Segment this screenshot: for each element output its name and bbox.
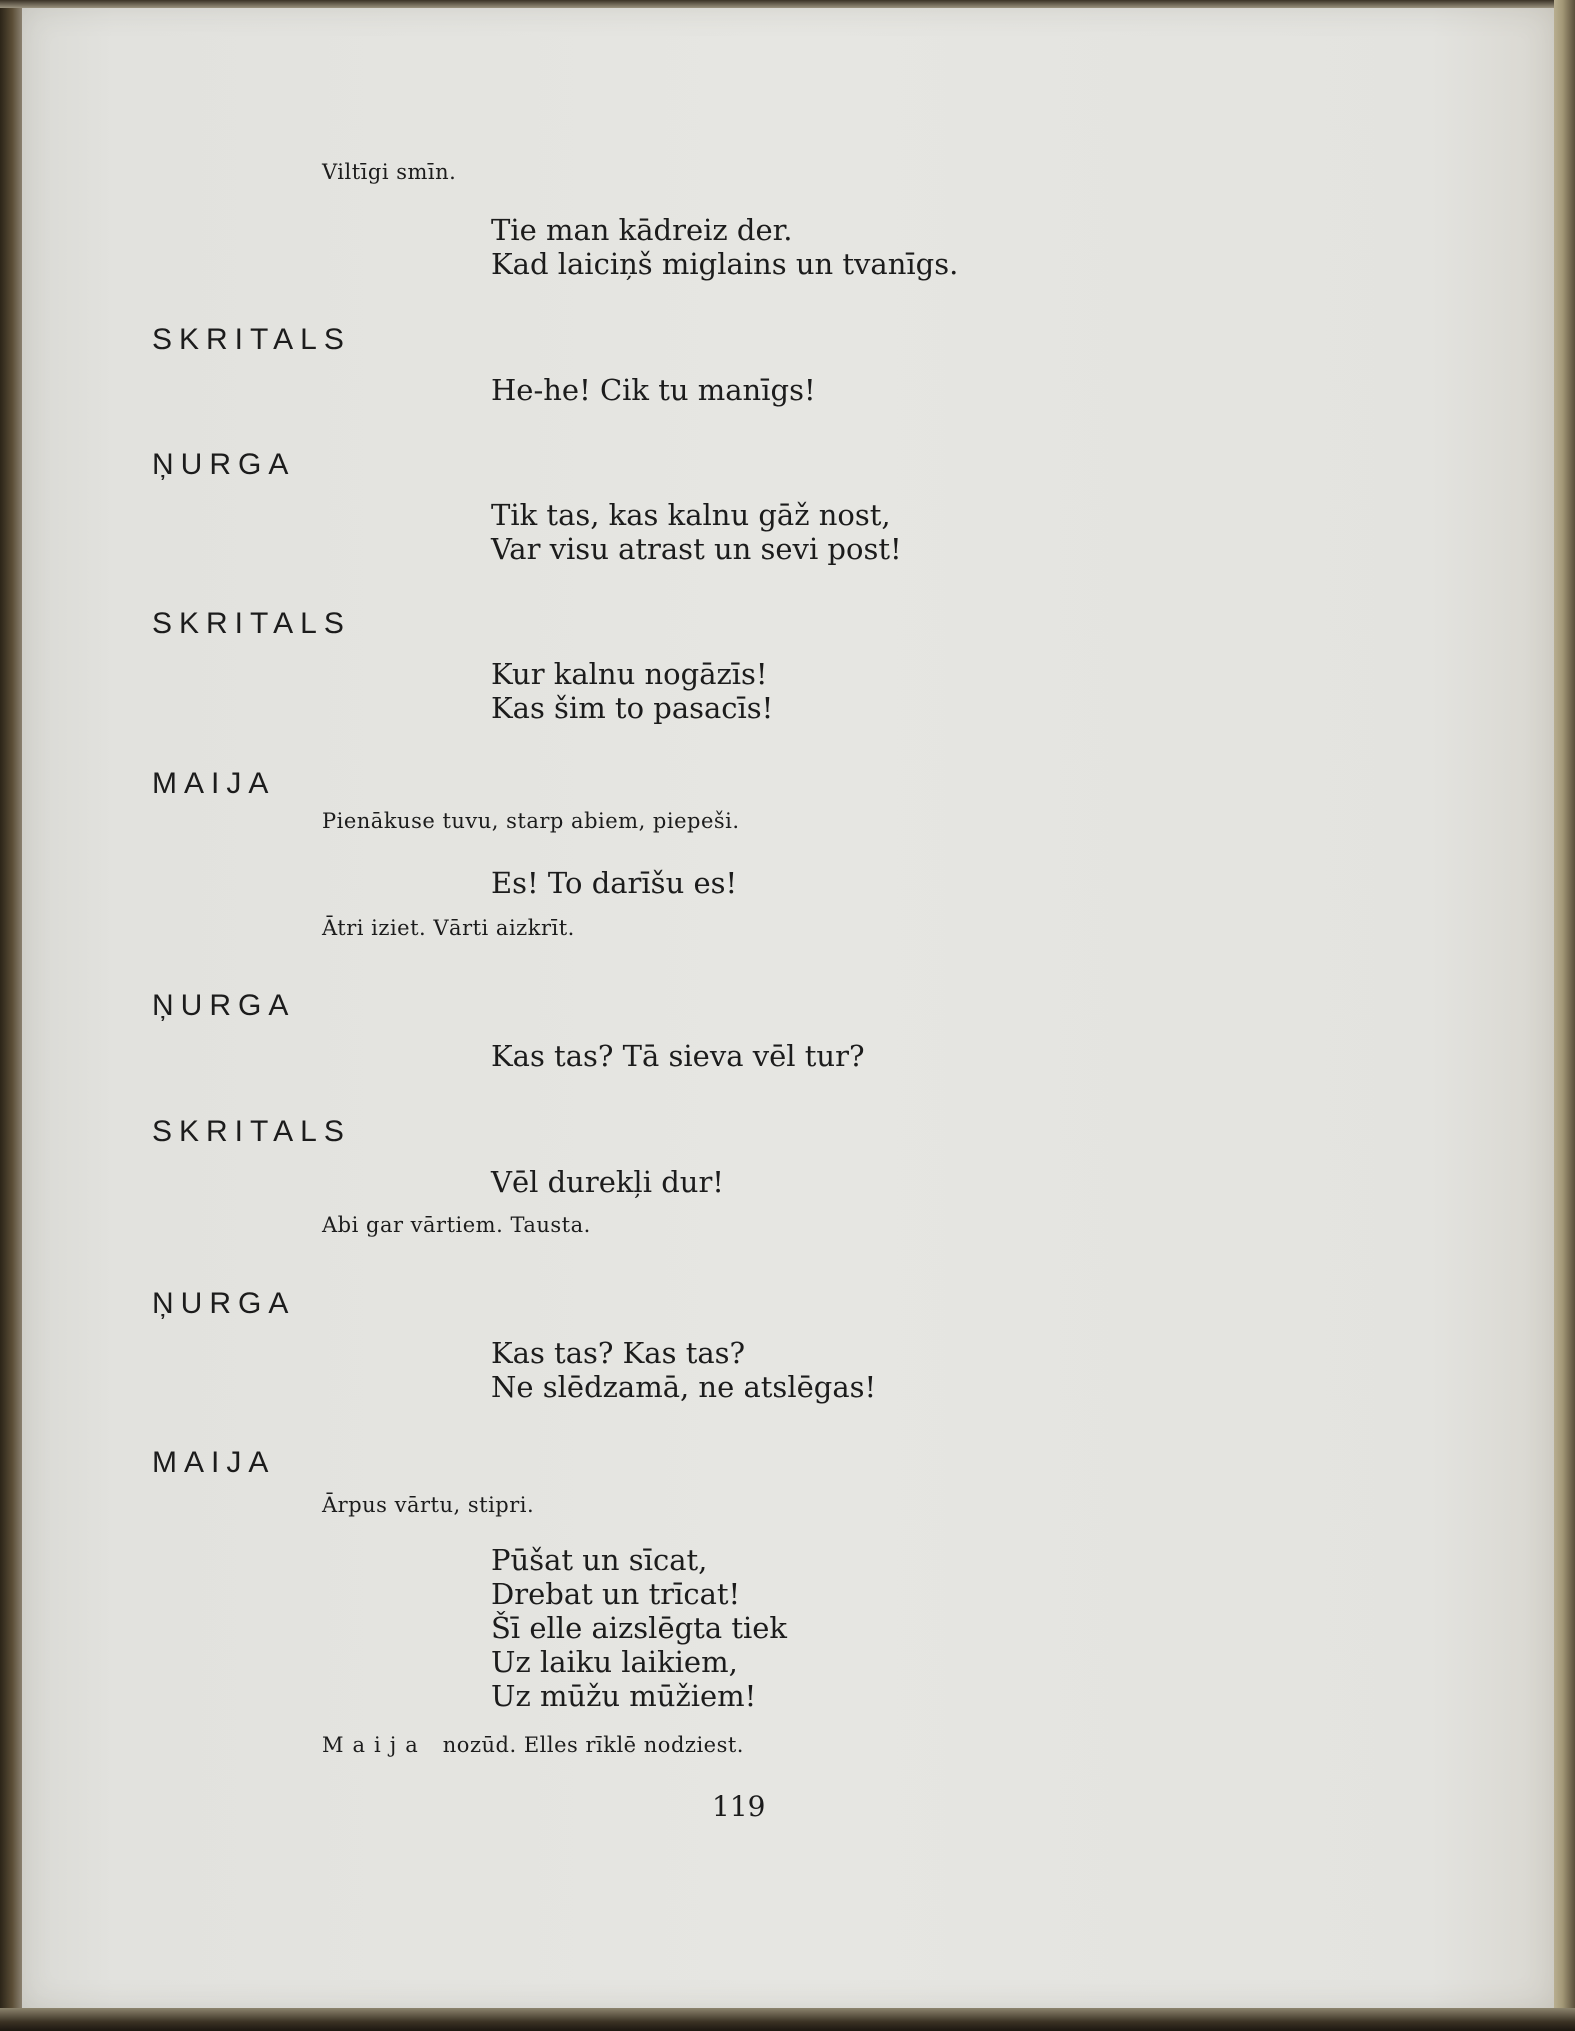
speaker-name: SKRITALS (152, 323, 351, 356)
speaker-name: ŅURGA (152, 448, 296, 481)
verse-line: Pūšat un sīcat, (491, 1543, 708, 1577)
verse-line: Šī elle aizslēgta tiek (491, 1611, 788, 1645)
speaker-name: SKRITALS (152, 607, 351, 640)
stage-direction-text: nozūd. Elles rīklē nodziest. (442, 1733, 744, 1757)
stage-direction: Abi gar vārtiem. Tausta. (322, 1213, 591, 1237)
spaced-character-name: Maija (322, 1733, 427, 1757)
verse-line: Kad laiciņš miglains un tvanīgs. (491, 247, 959, 281)
verse-line: Tik tas, kas kalnu gāž nost, (491, 498, 891, 532)
speaker-name: MAIJA (152, 767, 276, 800)
verse-line: Drebat un trīcat! (491, 1577, 741, 1611)
verse-line: Kas tas? Kas tas? (491, 1336, 746, 1370)
verse-line: Var visu atrast un sevi post! (491, 532, 902, 566)
page-bottom-edge (0, 2008, 1575, 2031)
verse-line: Es! To darīšu es! (491, 866, 738, 900)
speaker-name: SKRITALS (152, 1115, 351, 1148)
verse-line: Kur kalnu nogāzīs! (491, 657, 768, 691)
stage-direction (322, 1735, 744, 1756)
speaker-name: ŅURGA (152, 989, 296, 1022)
verse-line: Uz laiku laikiem, (491, 1645, 738, 1679)
verse-line: Vēl durekļi dur! (491, 1165, 724, 1199)
verse-line: Uz mūžu mūžiem! (491, 1679, 757, 1713)
stage-direction: Ātri iziet. Vārti aizkrīt. (322, 916, 575, 940)
stage-direction: Pienākuse tuvu, starp abiem, piepeši. (322, 809, 740, 833)
page-number: 119 (712, 1790, 766, 1823)
page-stack-edge (1554, 0, 1575, 2031)
verse-line: Tie man kādreiz der. (491, 213, 793, 247)
book-spine-shadow (0, 0, 22, 2031)
verse-line: Ne slēdzamā, ne atslēgas! (491, 1370, 877, 1404)
stage-direction: Viltīgi smīn. (322, 160, 457, 184)
verse-line: Kas šim to pasacīs! (491, 691, 774, 725)
speaker-name: MAIJA (152, 1446, 276, 1479)
verse-line: He-he! Cik tu manīgs! (491, 373, 816, 407)
verse-line: Kas tas? Tā sieva vēl tur? (491, 1039, 865, 1073)
speaker-name: ŅURGA (152, 1287, 296, 1320)
stage-direction: Ārpus vārtu, stipri. (322, 1493, 535, 1517)
page-top-edge (0, 0, 1575, 8)
